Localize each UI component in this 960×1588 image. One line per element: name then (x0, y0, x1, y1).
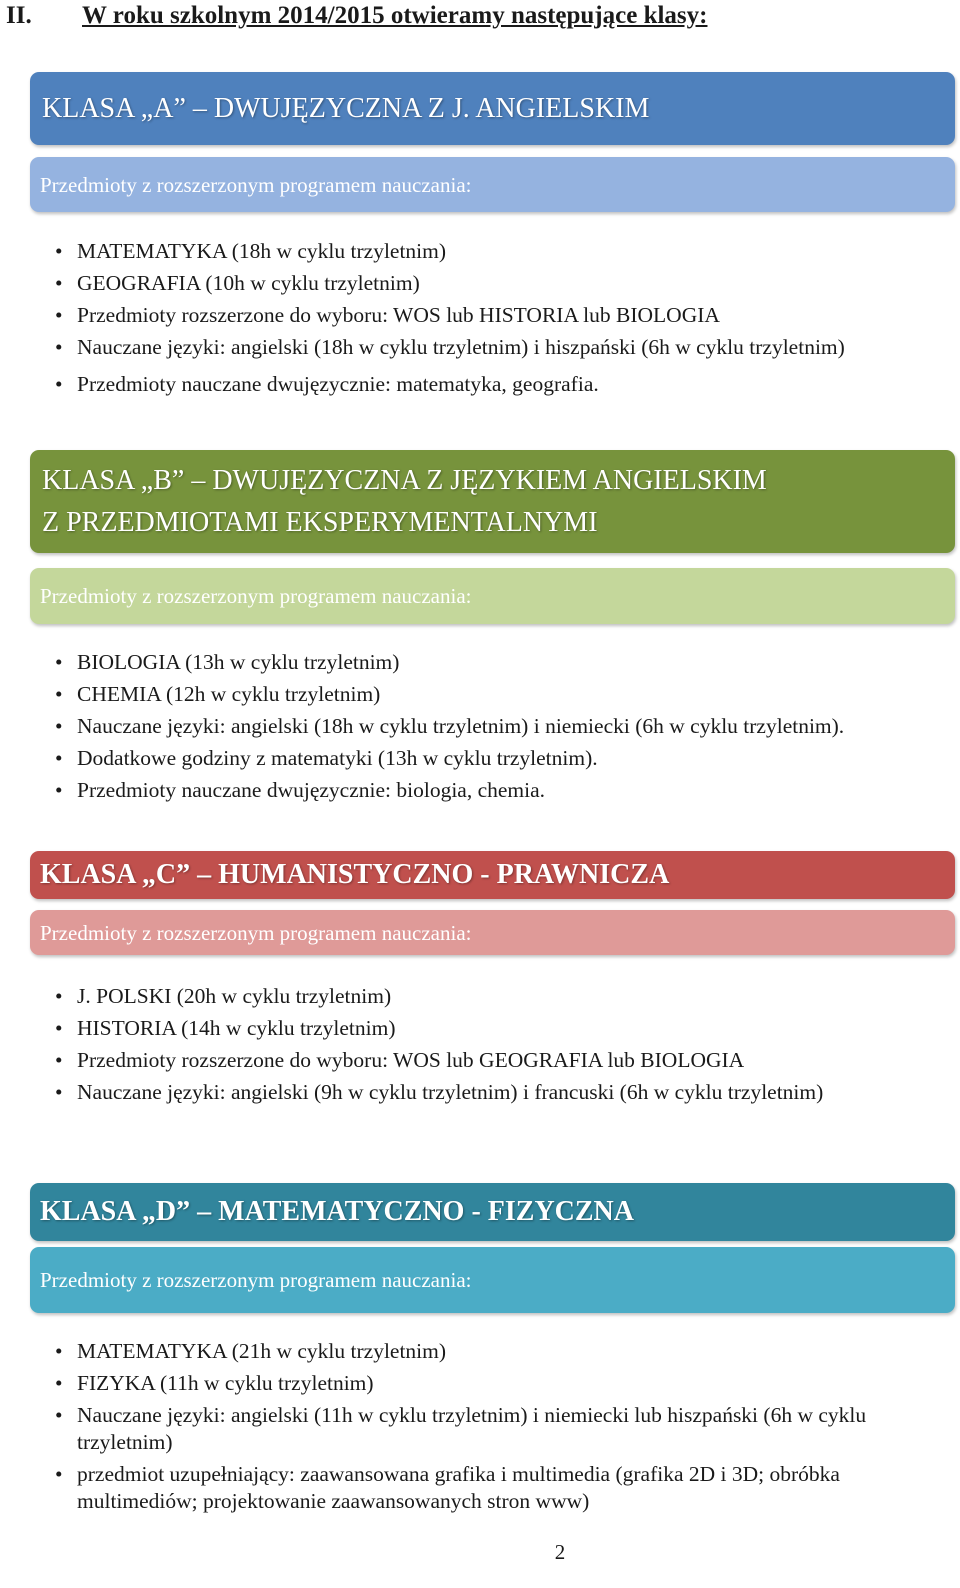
class-b-subject-list (48, 649, 943, 809)
section-title: W roku szkolnym 2014/2015 otwieramy następujące klasy: (82, 2, 708, 29)
page-number: 2 (554, 1540, 566, 1564)
class-c-subtitle-bar (30, 910, 955, 955)
list-item: • Nauczane języki: angielski (18h w cyklu trzyletnim) i hiszpański (6h w cyklu trzyletnim) (48, 334, 943, 361)
list-item: • Przedmioty rozszerzone do wyboru: WOS lub HISTORIA lub BIOLOGIA (48, 302, 943, 329)
list-item: • Przedmioty rozszerzone do wyboru: WOS lub GEOGRAFIA lub BIOLOGIA (48, 1047, 943, 1074)
class-d-title-klasa: KLASA „D” (40, 1196, 191, 1227)
class-b-title-line1: KLASA „B” – DWUJĘZYCZNA Z JĘZYKIEM ANGIELSKIM (42, 465, 767, 496)
list-item: • Nauczane języki: angielski (11h w cyklu trzyletnim) i niemiecki lub hiszpański (6h w cyklu trzyletnim) (48, 1402, 943, 1456)
list-item: • MATEMATYKA (21h w cyklu trzyletnim) (48, 1338, 943, 1365)
class-a-subtitle: Przedmioty z rozszerzonym programem nauczania: (40, 172, 472, 197)
class-c-title-bar (30, 851, 955, 899)
list-item: • Przedmioty nauczane dwujęzycznie: matematyka, geografia. (48, 371, 943, 398)
class-a-subject-list (48, 238, 943, 403)
class-b-subtitle: Przedmioty z rozszerzonym programem nauczania: (40, 584, 472, 608)
class-d-subject-list (48, 1338, 943, 1520)
section-heading (6, 0, 707, 32)
list-item: • Przedmioty nauczane dwujęzycznie: biologia, chemia. (48, 777, 943, 804)
class-d-title-bar (30, 1183, 955, 1241)
class-d-title-rest: – MATEMATYCZNO - FIZYCZNA (197, 1196, 634, 1227)
list-item: • CHEMIA (12h w cyklu trzyletnim) (48, 681, 943, 708)
class-b-title-bar (30, 450, 955, 553)
class-c-subject-list (48, 983, 943, 1111)
list-item: • Nauczane języki: angielski (18h w cyklu trzyletnim) i niemiecki (6h w cyklu trzyletnim). (48, 713, 943, 740)
class-c-title-klasa: KLASA „C” (40, 859, 191, 890)
class-a-title-bar (30, 72, 955, 145)
class-b-title-line2: Z PRZEDMIOTAMI EKSPERYMENTALNYMI (42, 507, 598, 538)
section-number: II. (6, 2, 32, 29)
class-c-title-rest: – HUMANISTYCZNO - PRAWNICZA (197, 859, 670, 890)
list-item: • BIOLOGIA (13h w cyklu trzyletnim) (48, 649, 943, 676)
class-a-subtitle-bar (30, 157, 955, 212)
list-item: • MATEMATYKA (18h w cyklu trzyletnim) (48, 238, 943, 265)
class-b-subtitle-bar (30, 568, 955, 624)
list-item: • Dodatkowe godziny z matematyki (13h w cyklu trzyletnim). (48, 745, 943, 772)
list-item: • HISTORIA (14h w cyklu trzyletnim) (48, 1015, 943, 1042)
list-item: • Nauczane języki: angielski (9h w cyklu trzyletnim) i francuski (6h w cyklu trzyletnim) (48, 1079, 943, 1106)
list-item: • FIZYKA (11h w cyklu trzyletnim) (48, 1370, 943, 1397)
class-d-subtitle: Przedmioty z rozszerzonym programem nauczania: (40, 1268, 472, 1292)
list-item: • J. POLSKI (20h w cyklu trzyletnim) (48, 983, 943, 1010)
class-a-title: KLASA „A” – DWUJĘZYCZNA Z J. ANGIELSKIM (42, 93, 650, 124)
list-item: • GEOGRAFIA (10h w cyklu trzyletnim) (48, 270, 943, 297)
list-item: • przedmiot uzupełniający: zaawansowana grafika i multimedia (grafika 2D i 3D; obróbka multimediów; projektowanie zaawansowanych stron www) (48, 1461, 943, 1515)
class-d-subtitle-bar (30, 1247, 955, 1313)
class-c-subtitle: Przedmioty z rozszerzonym programem nauczania: (40, 920, 472, 945)
